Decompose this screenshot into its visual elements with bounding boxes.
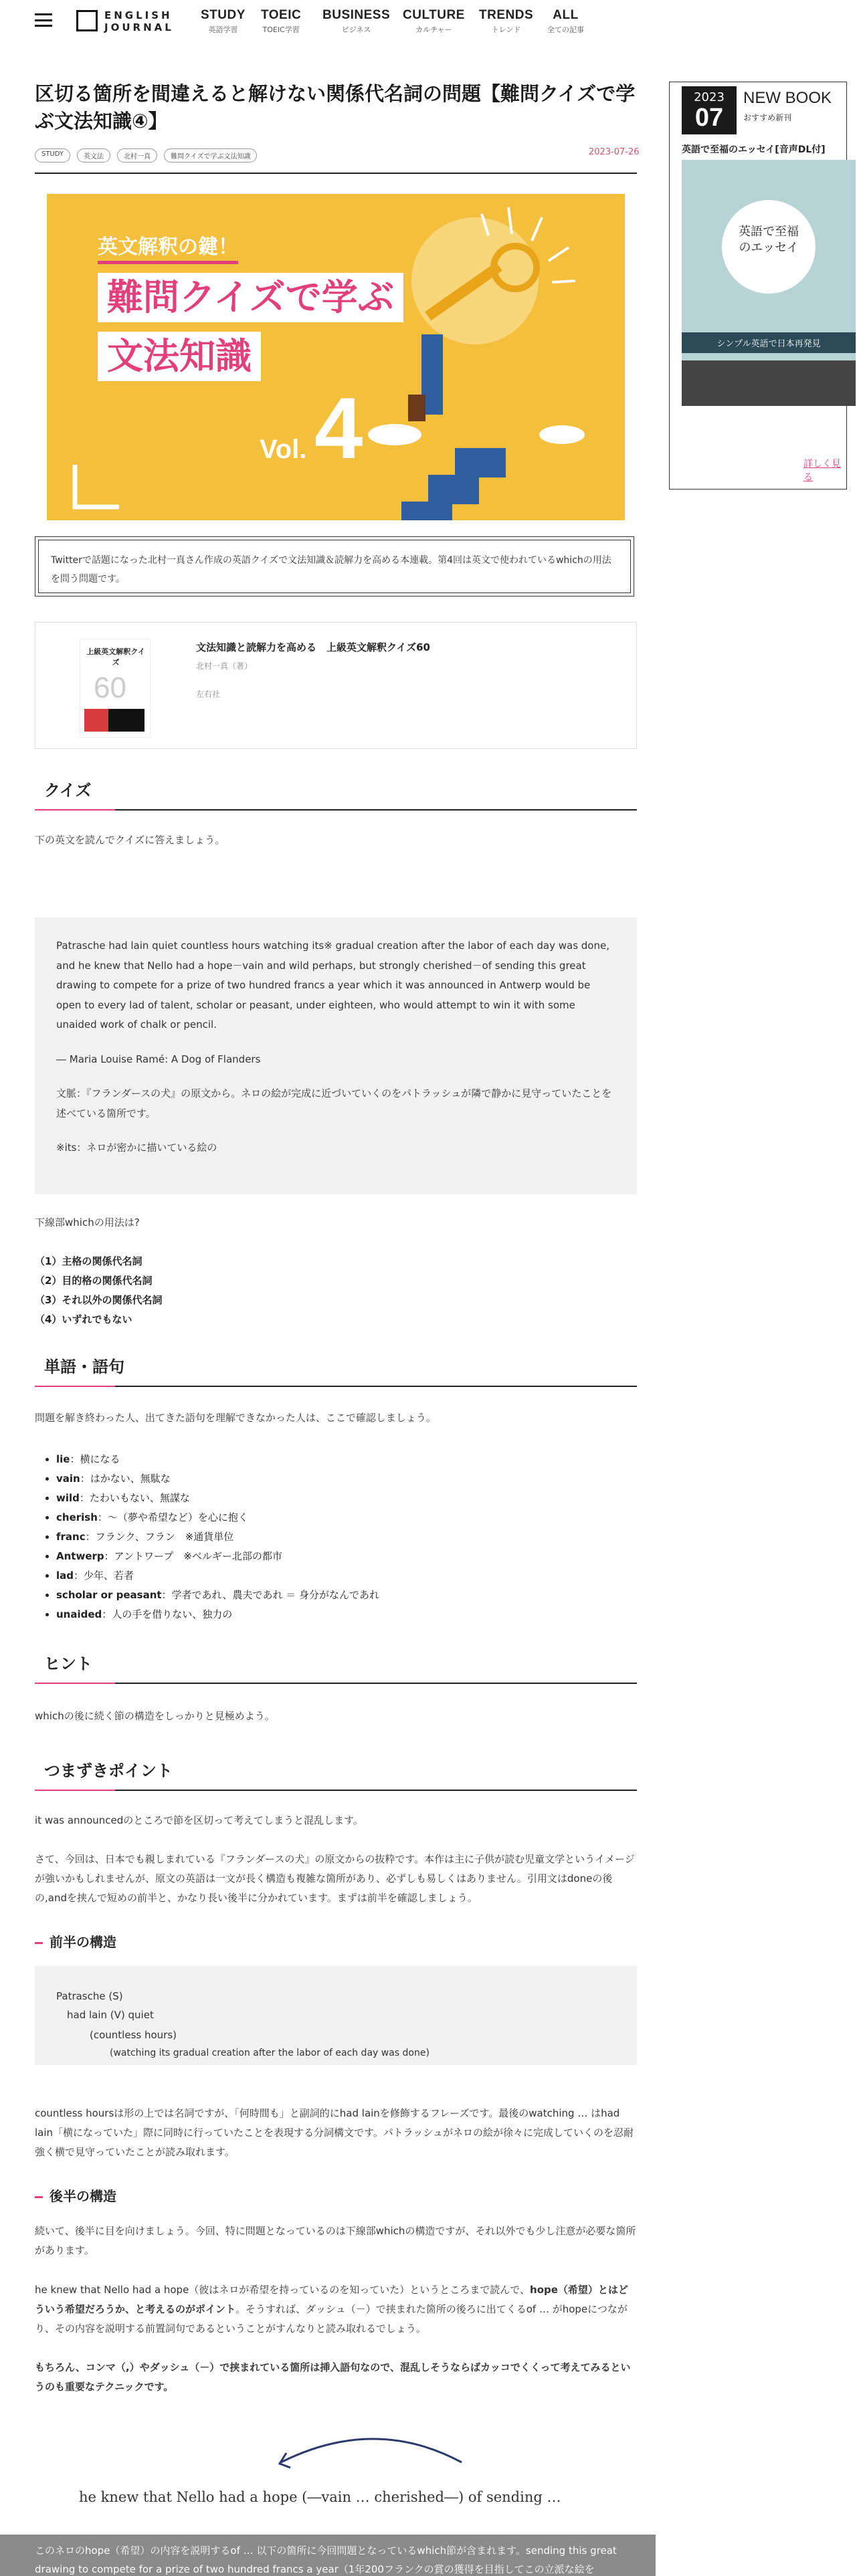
logo-line1: ENGLISH: [104, 9, 173, 21]
subheading-first-half: 前半の構造: [35, 1931, 116, 1951]
option-3: （3）それ以外の関係代名詞: [35, 1294, 163, 1306]
section-heading-pitfall: つまずきポイント: [35, 1751, 637, 1791]
sidebar-book-title[interactable]: 英語で至福のエッセイ[音声DL付]: [682, 144, 826, 155]
vocab-item: • vain：はかない、無駄な: [56, 1469, 637, 1489]
tag-study[interactable]: STUDY: [35, 148, 70, 163]
structure-line-3: (countless hours): [90, 2029, 177, 2041]
vocab-item: • lie：横になる: [56, 1450, 637, 1469]
vocab-item: • wild：たわいもない、無謀な: [56, 1489, 637, 1508]
nav-business[interactable]: BUSINESS ビジネス: [322, 8, 391, 34]
section-heading-quiz: クイズ: [35, 770, 637, 811]
tag-grammar[interactable]: 英文法: [77, 148, 110, 163]
book-publisher: 左右社: [196, 689, 221, 699]
hero-vol-label: Vol.: [260, 435, 307, 464]
tag-author[interactable]: 北村一真: [117, 148, 157, 163]
subheading-second-half: 後半の構造: [35, 2185, 116, 2205]
hero-title-line2: 文法知識: [98, 332, 261, 381]
nav-culture[interactable]: CULTURE カルチャー: [403, 8, 465, 34]
vocab-item: • scholar or peasant：学者であれ、農夫であれ ＝ 身分がなんであれ: [56, 1586, 637, 1605]
option-2: （2）目的格の関係代名詞: [35, 1275, 153, 1287]
hope-diagram: [0, 2402, 656, 2536]
release-date-badge: [682, 86, 737, 134]
section-heading-hint: ヒント: [35, 1644, 637, 1684]
logo-line2: JOURNAL: [104, 21, 174, 33]
vocab-list: [35, 1450, 637, 1624]
book-title[interactable]: 文法知識と読解力を高める 上級英文解釈クイズ60: [196, 641, 430, 653]
vocab-item: • unaided：人の手を借りない、独力の: [56, 1605, 637, 1624]
second-half-paragraph-3: もちろん、コンマ（,）やダッシュ（－）で挟まれている箇所は挿入語句なので、混乱しそうならばカッコでくくって考えてみるというのも重要なテクニックです。: [35, 2361, 631, 2393]
passage-note: ※its：ネロが密かに描いている絵の: [56, 1142, 217, 1154]
hamburger-menu-icon[interactable]: [35, 13, 52, 27]
site-header: [0, 0, 859, 42]
option-1: （1）主格の関係代名詞: [35, 1255, 142, 1267]
second-half-paragraph-1: 続いて、後半に目を向けましょう。今回、特に問題となっているのは下線部whichの構造ですが、それ以外でも少し注意が必要な箇所があります。: [35, 2225, 636, 2256]
second-half-paragraph-2: he knew that Nello had a hope（彼はネロが希望を持っているのを知っていた）というところまで読んで、hope（希望）とはどういう希望だろうか、と考えるのがポイント。そうすれば、ダッシュ（－）で挟まれた箇所の後ろに出てくるof … がhopeにつながり、その内容を説明する前置詞句であるということがすんなりと読み取れるでしょう。: [35, 2284, 628, 2335]
hero-vol-number: 4: [314, 379, 363, 477]
article-date: 2023-07-26: [589, 147, 640, 157]
diagram-arrow-icon: [0, 2402, 656, 2536]
release-year: 2023: [694, 90, 725, 104]
vocab-lead: 問題を解き終わった人、出てきた語句を理解できなかった人は、ここで確認しましょう。: [35, 1412, 436, 1424]
release-month: 07: [694, 104, 724, 132]
article-main: [0, 41, 656, 2576]
option-4: （4）いずれでもない: [35, 1313, 132, 1325]
hero-title-line1: 難問クイズで学ぶ: [98, 273, 403, 322]
vocab-item: • franc：フランク、フラン ※通貨単位: [56, 1527, 637, 1547]
bottom-note-text: このネロのhope（希望）の内容を説明するof … 以下の箇所に今回問題となっているwhich節が含まれます。sending this great drawing to compete for a prize of two hundred francs a year（1年200フランクの賞の獲得を目指してこの立派な絵を: [35, 2545, 617, 2575]
book-author: 北村一真（著）: [196, 661, 253, 671]
nav-toeic[interactable]: TOEIC TOEIC学習: [261, 8, 302, 34]
book-cover-image: [80, 639, 151, 738]
vocab-item: • lad：少年、若者: [56, 1566, 637, 1586]
vocab-item: • Antwerp：アントワープ ※ベルギー北部の都市: [56, 1547, 637, 1566]
passage-source: ― Maria Louise Ramé: A Dog of Flanders: [56, 1053, 261, 1065]
site-logo[interactable]: [76, 8, 185, 33]
pitfall-lead: it was announcedのところで節を区切って考えてしまうと混乱します。: [35, 1814, 363, 1826]
quiz-passage: [35, 918, 637, 1194]
first-half-paragraph: countless hoursは形の上では名詞ですが、「何時間も」と副詞的にhad lainを修飾するフレーズです。最後のwatching … はhad lain「横になっていた」際に同時に行っていたことを表現する分詞構文です。パトラッシュがネロの絵が徐々に完成していくのを忍耐強く横で見守っていたことが読み取れます。: [35, 2107, 634, 2158]
quiz-lead: 下の英文を読んでクイズに答えましょう。: [35, 834, 225, 846]
book-card[interactable]: [35, 622, 637, 749]
diagram-sentence: he knew that Nello had a hope (―vain … cherished―) of sending …: [79, 2489, 561, 2505]
intro-text: Twitterで話題になった北村一真さん作成の英語クイズで文法知識＆読解力を高める本連載。第4回は英文で使われているwhichの用法を問う問題です。: [38, 540, 631, 593]
structure-line-4: (watching its gradual creation after the labor of each day was done): [110, 2048, 430, 2058]
sidebar-book-cover[interactable]: [682, 160, 856, 406]
passage-context: 文脈：『フランダースの犬』の原文から。ネロの絵が完成に近づいていくのをパトラッシュが隣で静かに見守っていたことを述べている箇所です。: [56, 1087, 612, 1119]
vocab-item: • cherish：～（夢や希望など）を心に抱く: [56, 1508, 637, 1527]
new-book-widget: [669, 82, 847, 490]
passage-text: Patrasche had lain quiet countless hours watching its※ gradual creation after the labor of each day was done, and he knew that Nello had a hope－vain and wild perhaps, but strongly cherished－of sending this great drawing to compete for a prize of two hundred francs a year which it was announced in Antwerp would be open to every lad of talent, scholar or peasant, under eighteen, who would attempt to win it with some unaided work of chalk or pencil.: [56, 940, 609, 1031]
book-cover-title: 上級英文解釈クイズ: [86, 647, 145, 667]
hero-subtitle: 英文解釈の鍵！: [98, 230, 238, 264]
bottom-note: [0, 2535, 656, 2576]
new-book-sublabel: おすすめ新刊: [743, 113, 792, 122]
hero-image: [47, 194, 625, 520]
quiz-question: 下線部whichの用法は?: [35, 1216, 140, 1228]
new-book-label: NEW BOOK: [743, 89, 832, 107]
article-tags: [35, 148, 257, 163]
see-more-link[interactable]: 詳しく見る: [803, 459, 841, 483]
sidebar-cover-title: 英語で至福のエッセイ: [739, 225, 799, 255]
structure-box: [35, 1966, 637, 2065]
hint-text: whichの後に続く節の構造をしっかりと見極めよう。: [35, 1710, 275, 1722]
nav-trends[interactable]: TRENDS トレンド: [479, 8, 534, 34]
pitfall-paragraph: さて、今回は、日本でも親しまれている『フランダースの犬』の原文からの抜粋です。本作は主に子供が読む児童文学というイメージが強いかもしれませんが、原文の英語は一文が長く構造も複雑な箇所があり、必ずしも易しくはありません。引用文はdoneの後の,andを挟んで短めの前半と、かなり長い後半に分かれています。まずは前半を確認しましょう。: [35, 1853, 635, 1904]
book-cover-number: 60: [94, 671, 126, 704]
sidebar-cover-subtitle: シンプル英語で日本再発見: [682, 332, 856, 353]
title-divider: [35, 173, 637, 174]
nav-study[interactable]: STUDY 英語学習: [201, 8, 246, 34]
nav-all[interactable]: ALL 全ての記事: [547, 8, 584, 34]
intro-box: [35, 536, 634, 597]
logo-mark-icon: [76, 10, 98, 31]
section-heading-vocab: 単語・語句: [35, 1347, 637, 1387]
quiz-options: [35, 1252, 162, 1329]
article-title: 区切る箇所を間違えると解けない関係代名詞の問題【難問クイズで学ぶ文法知識④】: [35, 82, 636, 132]
tag-series[interactable]: 難問クイズで学ぶ文法知識: [164, 148, 257, 163]
structure-line-1: Patrasche (S): [56, 1990, 123, 2002]
structure-line-2: had lain (V) quiet: [67, 2009, 154, 2021]
